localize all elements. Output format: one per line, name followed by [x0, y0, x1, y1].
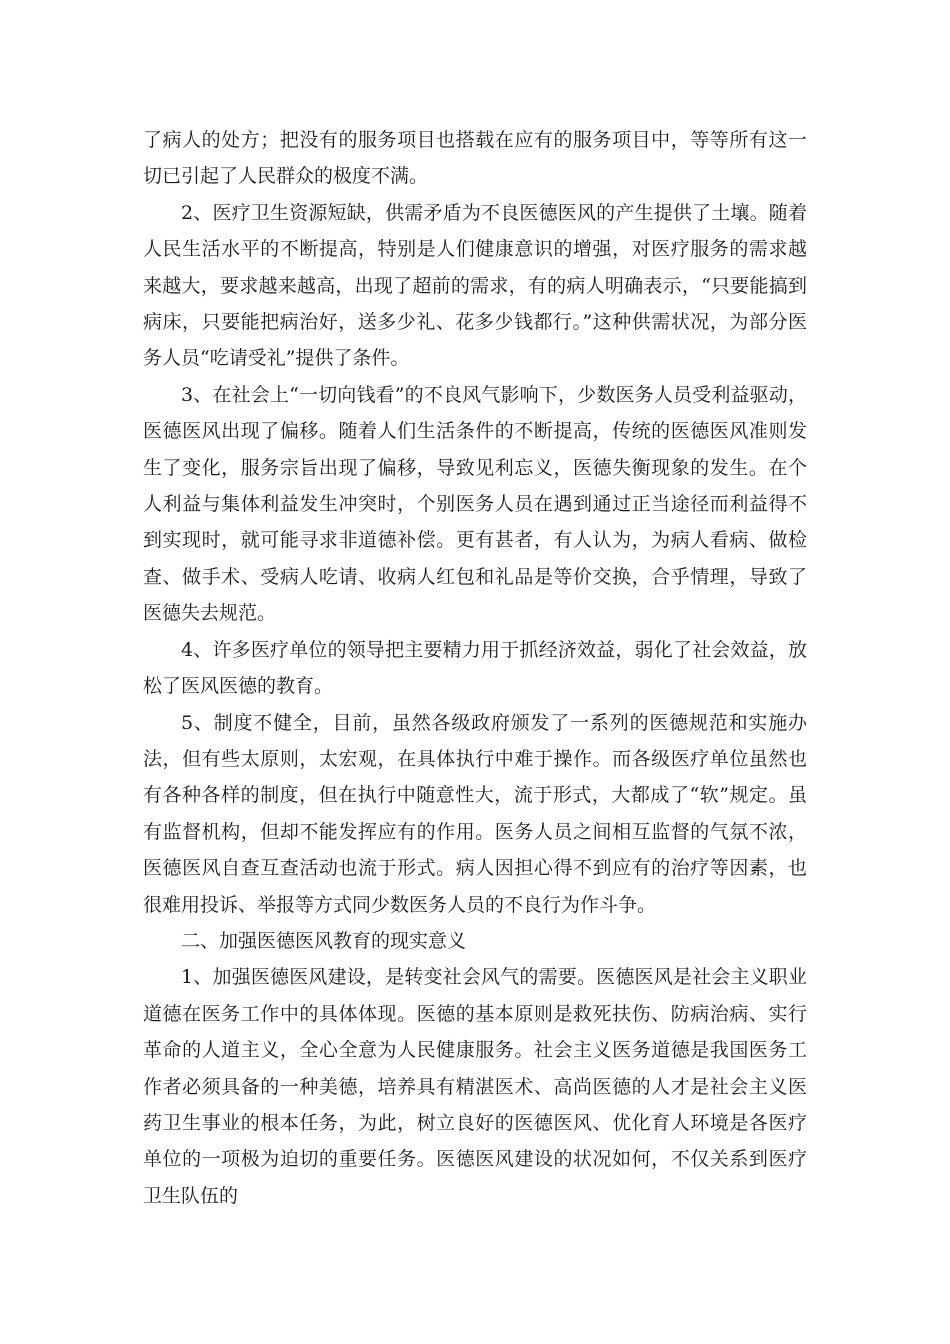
paragraph-item-2: 2、医疗卫生资源短缺，供需矛盾为不良医德医风的产生提供了土壤。随着人民生活水平的不断提高，特别是人们健康意识的增强，对医疗服务的需求越来越大，要求越来越高，出现了超前的需求，有的病人明确表示，“只要能搞到病床，只要能把病治好，送多少礼、花多少钱都行。”这种供需状况，为部分医务人员“吃请受礼”提供了条件。 [143, 201, 807, 370]
section-heading: 二、加强医德医风教育的现实意义 [181, 929, 467, 952]
paragraph-item-5: 5、制度不健全，目前，虽然各级政府颁发了一系列的医德规范和实施办法，但有些太原则，太宏观，在具体执行中难于操作。而各级医疗单位虽然也有各种各样的制度，但在执行中随意性大，流于形式，大都成了“软”规定。虽有监督机构，但却不能发挥应有的作用。医务人员之间相互监督的气氛不浓，医德医风自查互查活动也流于形式。病人因担心得不到应有的治疗等因素，也很难用投诉、举报等方式同少数医务人员的不良行为作斗争。 [143, 711, 807, 916]
document-body [143, 122, 807, 1214]
paragraph-item-3: 3、在社会上“一切向钱看”的不良风气影响下，少数医务人员受利益驱动，医德医风出现了偏移。随着人们生活条件的不断提高，传统的医德医风准则发生了变化，服务宗旨出现了偏移，导致见利忘义，医德失衡现象的发生。在个人利益与集体利益发生冲突时，个别医务人员在遇到通过正当途径而利益得不到实现时，就可能寻求非道德补偿。更有甚者，有人认为，为病人看病、做检查、做手术、受病人吃请、收病人红包和礼品是等价交换，合乎情理，导致了医德失去规范。 [143, 383, 807, 625]
paragraph-item-4: 4、许多医疗单位的领导把主要精力用于抓经济效益，弱化了社会效益，放松了医风医德的教育。 [143, 638, 807, 698]
paragraph-continued: 了病人的处方；把没有的服务项目也搭载在应有的服务项目中，等等所有这一切已引起了人民群众的极度不满。 [143, 129, 807, 188]
paragraph-section-2-item-1: 1、加强医德医风建设，是转变社会风气的需要。医德医风是社会主义职业道德在医务工作中的具体体现。医德的基本原则是救死扶伤、防病治病、实行革命的人道主义，全心全意为人民健康服务。社会主义医务道德是我国医务工作者必须具备的一种美德，培养具有精湛医术、高尚医德的人才是社会主义医药卫生事业的根本任务，为此，树立良好的医德医风、优化育人环境是各医疗单位的一项极为迫切的重要任务。医德医风建设的状况如何，不仅关系到医疗卫生队伍的 [143, 966, 807, 1207]
